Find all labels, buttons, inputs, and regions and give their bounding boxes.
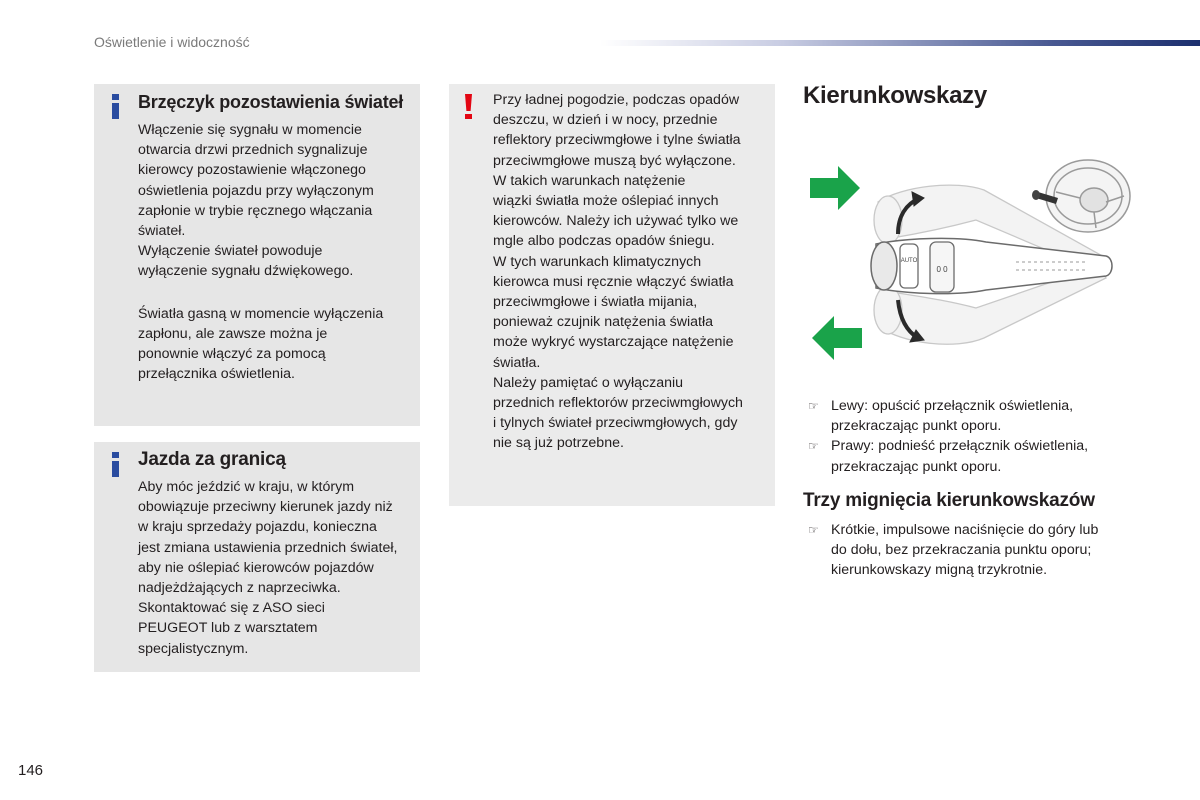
text-line: PEUGEOT lub z warsztatem	[138, 620, 318, 637]
text-line: Należy pamiętać o wyłączaniu	[493, 374, 684, 391]
box-text-lights-buzzer	[138, 120, 414, 384]
text-line: Krótkie, impulsowe naciśnięcie do góry lub	[831, 522, 1099, 538]
list-item	[808, 436, 1088, 476]
text-line: Aby móc jeździć w kraju, w którym	[138, 479, 355, 495]
right-turn-arrow-icon	[810, 166, 860, 210]
text-line: do dołu, bez przekraczania punktu oporu;	[831, 542, 1092, 559]
box-text-driving-abroad	[138, 477, 418, 659]
page-number: 146	[18, 762, 44, 779]
text-line: jest zmiana ustawienia przednich świateł,	[138, 539, 398, 556]
box-title-driving-abroad: Jazda za granicą	[138, 449, 286, 470]
text-line: nie są już potrzebne.	[493, 435, 624, 452]
info-icon	[112, 452, 119, 477]
info-box-driving-abroad	[94, 442, 420, 672]
text-line: kierowców. Należy ich używać tylko we	[493, 213, 739, 230]
text-line: obowiązuje przeciwny kierunek jazdy niż	[138, 499, 393, 516]
text-line: przednich reflektorów przeciwmgłowych	[493, 395, 743, 412]
text-line: światła.	[493, 354, 541, 371]
text-line: W tych warunkach klimatycznych	[493, 253, 702, 270]
text-line: specjalistycznym.	[138, 640, 249, 657]
text-line: przełącznika oświetlenia.	[138, 366, 295, 383]
text-line: mgle albo podczas opadów śniegu.	[493, 233, 715, 250]
hand-pointer-icon: ☞	[808, 523, 819, 537]
text-line: przeciwmgłowe muszą być wyłączone.	[493, 152, 736, 169]
text-line: reflektory przeciwmgłowe i tylne światła	[493, 132, 741, 149]
text-line: oświetlenia pojazdu przy wyłączonym	[138, 182, 374, 199]
text-line: W takich warunkach natężenie	[493, 172, 686, 189]
text-line: w kraju sprzedaży pojazdu, konieczna	[138, 519, 377, 536]
text-line: nadjeżdżających z naprzeciwka.	[138, 580, 341, 597]
text-line: świateł.	[138, 223, 186, 240]
text-line: może wykryć wystarczające natężenie	[493, 334, 734, 351]
text-line: przeciwmgłowe i światła mijania,	[493, 294, 698, 311]
box-title-lights-buzzer: Brzęczyk pozostawienia świateł	[138, 92, 404, 112]
lever-label-auto: AUTO	[900, 258, 918, 264]
text-line: Prawy: podnieść przełącznik oświetlenia,	[831, 438, 1089, 455]
hand-pointer-icon: ☞	[808, 439, 819, 454]
text-line: kierowca musi ręcznie włączyć światła	[493, 273, 734, 290]
text-line: Lewy: opuścić przełącznik oświetlenia,	[831, 398, 1074, 414]
list-item	[808, 520, 1098, 581]
text-line: Przy ładnej pogodzie, podczas opadów	[493, 92, 740, 108]
left-turn-arrow-icon	[812, 316, 862, 360]
text-line: otwarcia drzwi przednich sygnalizuje	[138, 142, 368, 159]
info-icon	[112, 94, 119, 119]
indicator-bullets	[808, 396, 1088, 477]
text-line: ponownie włączyć za pomocą	[138, 346, 326, 363]
text-line: Światła gasną w momencie wyłączenia	[138, 305, 384, 322]
warning-box-fog-lights	[449, 84, 775, 506]
box-text-fog-lights	[493, 90, 775, 454]
text-line: Wyłączenie świateł powoduje	[138, 243, 323, 260]
triple-flash-bullets	[808, 520, 1098, 581]
text-line: przekraczając punkt oporu.	[831, 458, 1002, 475]
text-line: aby nie oślepiać kierowców pojazdów	[138, 559, 374, 576]
header-rule	[600, 40, 1200, 46]
text-line: zapłonie w trybie ręcznego włączania	[138, 202, 373, 219]
text-line: wyłączenie sygnału dźwiękowego.	[138, 263, 354, 280]
text-line: deszczu, w dzień i w nocy, przednie	[493, 112, 718, 129]
info-box-lights-buzzer	[94, 84, 420, 426]
text-line: Włączenie się sygnału w momencie	[138, 122, 362, 138]
section-title-indicators: Kierunkowskazy	[803, 82, 987, 109]
steering-wheel-icon	[1046, 160, 1130, 232]
hand-pointer-icon: ☞	[808, 399, 819, 413]
sub-title-triple-flash: Trzy mignięcia kierunkowskazów	[803, 490, 1095, 511]
running-header: Oświetlenie i widoczność	[94, 34, 250, 50]
text-line: przekraczając punkt oporu.	[831, 418, 1002, 435]
list-item	[808, 396, 1088, 436]
text-line: kierunkowskazy migną trzykrotnie.	[831, 562, 1048, 579]
text-line: kierowcy pozostawienie włączonego	[138, 162, 366, 179]
warning-icon	[464, 94, 473, 119]
text-line: ponieważ czujnik natężenia światła	[493, 314, 714, 331]
text-line: Skontaktować się z ASO sieci	[138, 600, 325, 617]
text-line: zapłonu, ale zawsze można je	[138, 325, 328, 342]
lever-label-fog: 0 0	[936, 265, 948, 274]
indicator-lever-illustration	[806, 158, 1144, 370]
text-line: wiązki światła może oślepiać innych	[493, 193, 719, 210]
text-line: i tylnych świateł przeciwmgłowych, gdy	[493, 415, 738, 432]
